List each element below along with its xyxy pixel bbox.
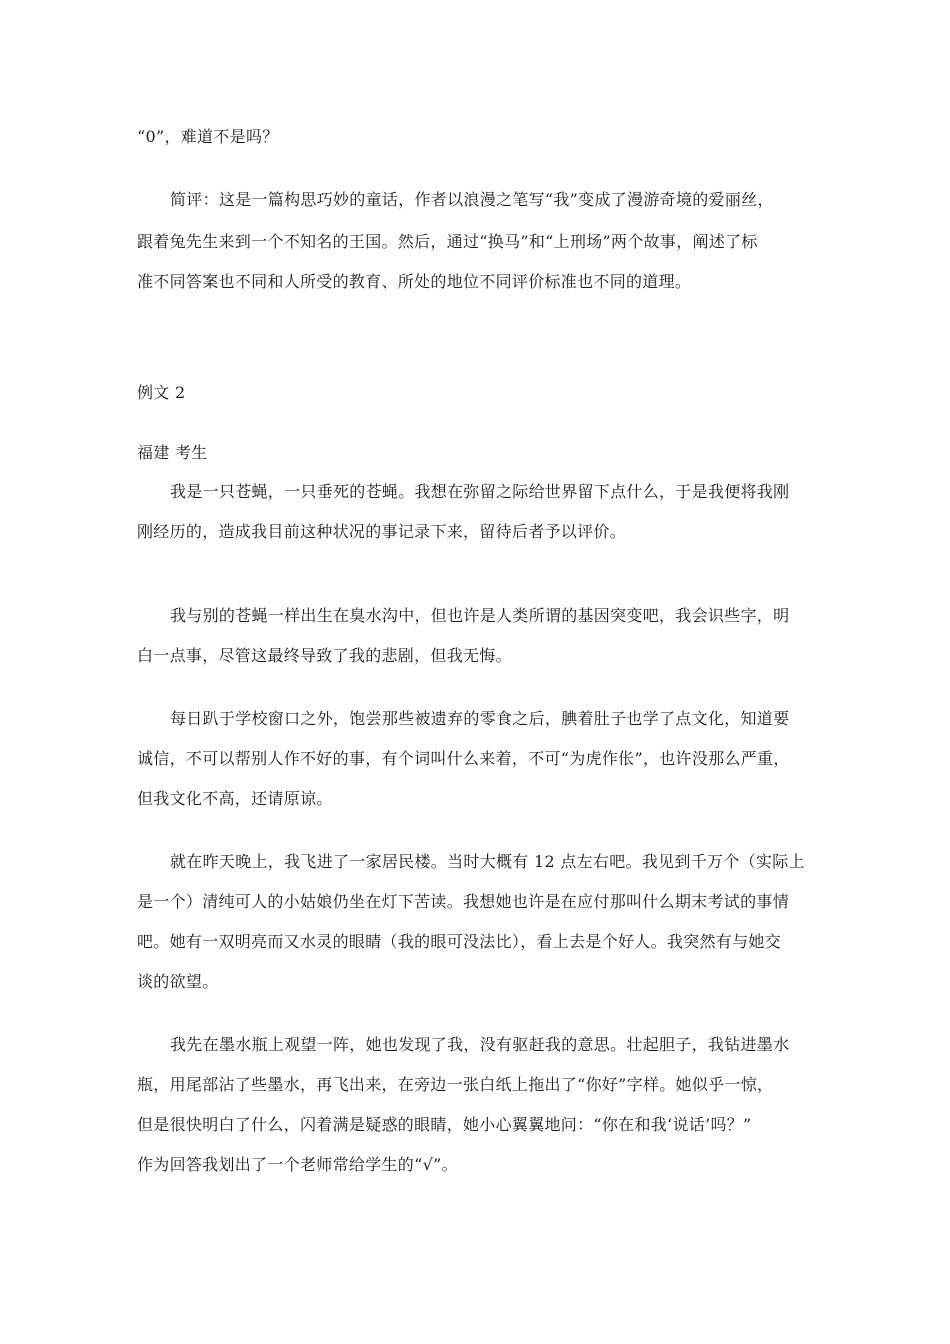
section-heading: 例文 2 — [137, 383, 186, 402]
text-line: 是一个）清纯可人的小姑娘仍坐在灯下苦读。我想她也许是在应付那叫什么期末考试的事情 — [137, 892, 790, 911]
text-line: 白一点事，尽管这最终导致了我的悲剧，但我无悔。 — [137, 646, 512, 665]
text-line: 但我文化不高，还请原谅。 — [137, 789, 333, 808]
text-line: 刚经历的，造成我目前这种状况的事记录下来，留待后者予以评价。 — [137, 522, 627, 541]
text-line: 准不同答案也不同和人所受的教育、所处的地位不同评价标准也不同的道理。 — [137, 272, 692, 291]
text-line: 作为回答我划出了一个老师常给学生的“√”。 — [137, 1155, 458, 1174]
author-line: 福建 考生 — [137, 443, 208, 462]
text-line: 每日趴于学校窗口之外，饱尝那些被遗弃的零食之后，腆着肚子也学了点文化，知道要 — [170, 709, 790, 728]
text-line: 跟着兔先生来到一个不知名的王国。然后，通过“换马”和“上刑场”两个故事，阐述了标 — [137, 232, 758, 251]
text-line: “0”，难道不是吗？ — [137, 127, 279, 146]
text-line: 就在昨天晚上，我飞进了一家居民楼。当时大概有 12 点左右吧。我见到千万个（实际上 — [170, 852, 805, 871]
text-line: 谈的欲望。 — [137, 972, 219, 991]
text-line: 但是很快明白了什么，闪着满是疑惑的眼睛，她小心翼翼地问：“你在和我‘说话’吗？” — [137, 1115, 752, 1134]
text-line: 简评：这是一篇构思巧妙的童话，作者以浪漫之笔写“我”变成了漫游奇境的爱丽丝， — [170, 190, 774, 209]
text-line: 诚信，不可以帮别人作不好的事，有个词叫什么来着，不可“为虎作伥”，也许没那么严重， — [137, 749, 790, 768]
text-line: 吧。她有一双明亮而又水灵的眼睛（我的眼可没法比），看上去是个好人。我突然有与她交 — [137, 932, 782, 951]
text-line: 我是一只苍蝇，一只垂死的苍蝇。我想在弥留之际给世界留下点什么，于是我便将我刚 — [170, 482, 790, 501]
text-line: 我与别的苍蝇一样出生在臭水沟中，但也许是人类所谓的基因突变吧，我会识些字，明 — [170, 606, 790, 625]
text-line: 我先在墨水瓶上观望一阵，她也发现了我，没有驱赶我的意思。壮起胆子，我钻进墨水 — [170, 1035, 790, 1054]
text-line: 瓶，用尾部沾了些墨水，再飞出来，在旁边一张白纸上拖出了“你好”字样。她似乎一惊， — [137, 1075, 774, 1094]
